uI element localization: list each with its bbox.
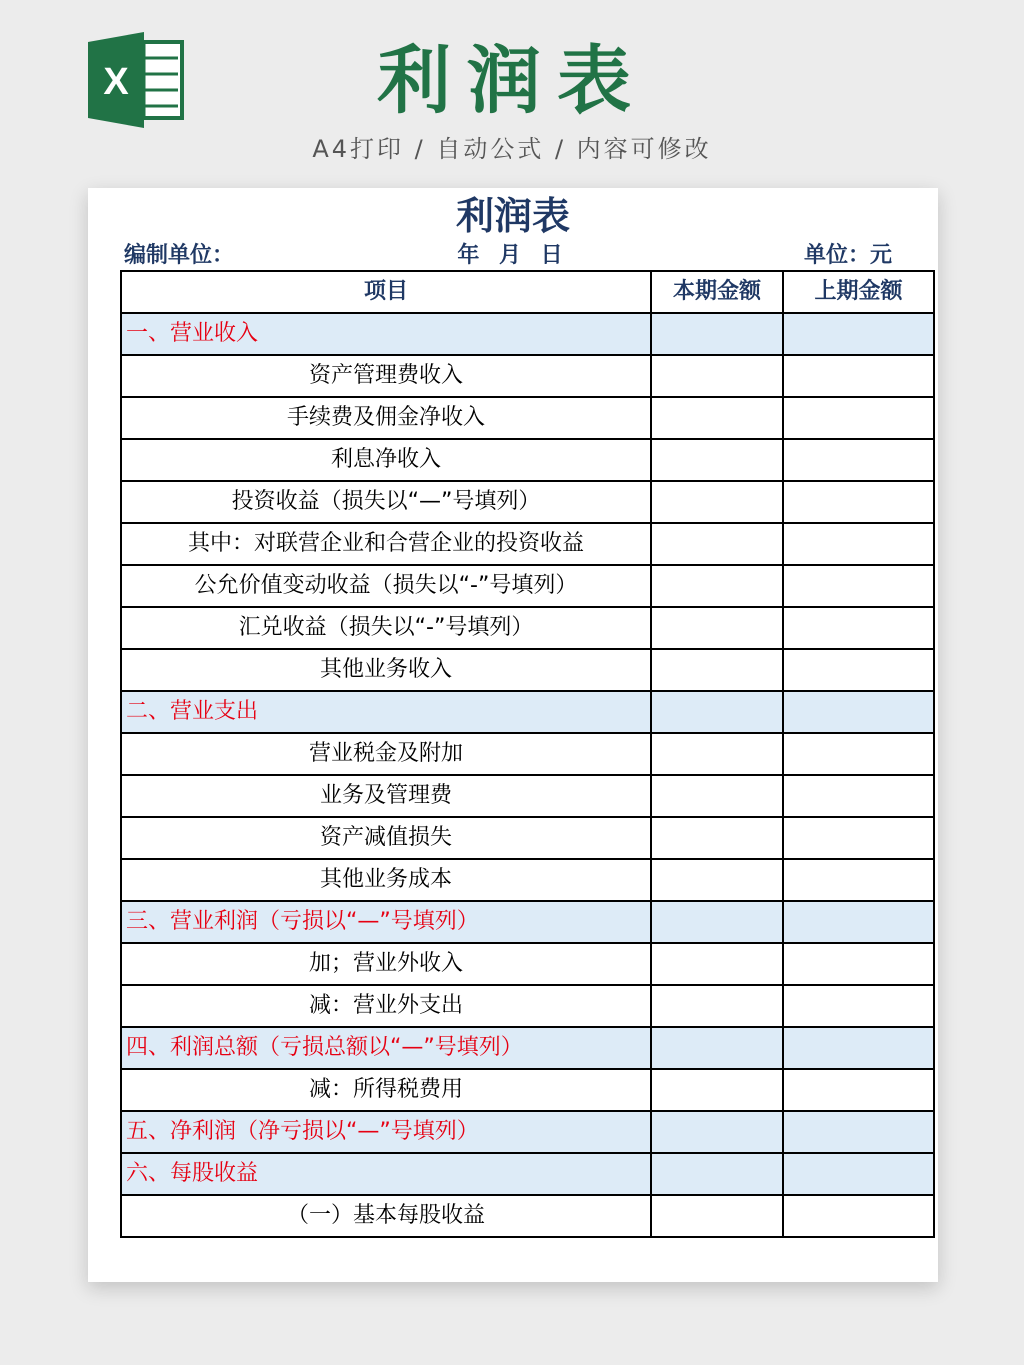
previous-amount-cell[interactable]	[783, 607, 934, 649]
table-row	[121, 649, 934, 691]
current-amount-cell[interactable]	[651, 523, 783, 565]
org-unit-label: 编制单位：	[124, 243, 235, 268]
section-row	[121, 901, 934, 943]
column-header-item: 项目	[121, 271, 651, 313]
table-header-row	[121, 271, 934, 313]
current-amount-cell[interactable]	[651, 985, 783, 1027]
item-label: 营业税金及附加	[121, 733, 651, 775]
previous-amount-cell[interactable]	[783, 481, 934, 523]
previous-amount-cell[interactable]	[783, 439, 934, 481]
section-label: 五、净利润（净亏损以“—”号填列）	[121, 1111, 651, 1153]
previous-amount-cell[interactable]	[783, 775, 934, 817]
previous-amount-cell[interactable]	[783, 1195, 934, 1237]
section-label: 三、营业利润（亏损以“—”号填列）	[121, 901, 651, 943]
current-amount-cell[interactable]	[651, 607, 783, 649]
column-header-current-amount: 本期金额	[651, 271, 783, 313]
previous-amount-cell[interactable]	[783, 649, 934, 691]
current-amount-cell[interactable]	[651, 1111, 783, 1153]
current-amount-cell[interactable]	[651, 1153, 783, 1195]
currency-unit-label: 单位：元	[803, 243, 892, 268]
page-subtitle: A4打印 / 自动公式 / 内容可修改	[312, 135, 712, 163]
item-label: 减：所得税费用	[121, 1069, 651, 1111]
current-amount-cell[interactable]	[651, 817, 783, 859]
table-row	[121, 607, 934, 649]
section-row	[121, 1153, 934, 1195]
previous-amount-cell[interactable]	[783, 691, 934, 733]
table-row	[121, 817, 934, 859]
previous-amount-cell[interactable]	[783, 817, 934, 859]
current-amount-cell[interactable]	[651, 397, 783, 439]
item-label: 业务及管理费	[121, 775, 651, 817]
previous-amount-cell[interactable]	[783, 733, 934, 775]
table-row	[121, 355, 934, 397]
previous-amount-cell[interactable]	[783, 1111, 934, 1153]
current-amount-cell[interactable]	[651, 859, 783, 901]
current-amount-cell[interactable]	[651, 901, 783, 943]
current-amount-cell[interactable]	[651, 313, 783, 355]
current-amount-cell[interactable]	[651, 943, 783, 985]
current-amount-cell[interactable]	[651, 733, 783, 775]
previous-amount-cell[interactable]	[783, 1153, 934, 1195]
current-amount-cell[interactable]	[651, 355, 783, 397]
previous-amount-cell[interactable]	[783, 397, 934, 439]
item-label: 手续费及佣金净收入	[121, 397, 651, 439]
table-row	[121, 439, 934, 481]
item-label: 加；营业外收入	[121, 943, 651, 985]
section-label: 一、营业收入	[121, 313, 651, 355]
table-row	[121, 481, 934, 523]
section-row	[121, 1111, 934, 1153]
table-row	[121, 1069, 934, 1111]
item-label: 其他业务收入	[121, 649, 651, 691]
section-label: 二、营业支出	[121, 691, 651, 733]
item-label: 减：营业外支出	[121, 985, 651, 1027]
previous-amount-cell[interactable]	[783, 985, 934, 1027]
table-row	[121, 565, 934, 607]
sheet-title: 利润表	[455, 194, 570, 238]
column-header-previous-amount: 上期金额	[783, 271, 934, 313]
previous-amount-cell[interactable]	[783, 313, 934, 355]
current-amount-cell[interactable]	[651, 775, 783, 817]
table-row	[121, 859, 934, 901]
date-label: 年 月 日	[457, 243, 569, 268]
excel-logo-letter: X	[103, 61, 129, 103]
table-row	[121, 1195, 934, 1237]
table-row	[121, 985, 934, 1027]
current-amount-cell[interactable]	[651, 1027, 783, 1069]
item-label: （一）基本每股收益	[121, 1195, 651, 1237]
section-row	[121, 313, 934, 355]
current-amount-cell[interactable]	[651, 691, 783, 733]
item-label: 其中：对联营企业和合营企业的投资收益	[121, 523, 651, 565]
previous-amount-cell[interactable]	[783, 943, 934, 985]
current-amount-cell[interactable]	[651, 481, 783, 523]
item-label: 资产减值损失	[121, 817, 651, 859]
income-statement-table	[120, 270, 935, 1238]
current-amount-cell[interactable]	[651, 439, 783, 481]
previous-amount-cell[interactable]	[783, 1027, 934, 1069]
previous-amount-cell[interactable]	[783, 565, 934, 607]
current-amount-cell[interactable]	[651, 1069, 783, 1111]
section-row	[121, 1027, 934, 1069]
table-row	[121, 397, 934, 439]
section-row	[121, 691, 934, 733]
spreadsheet-page	[88, 188, 938, 1282]
page-title: 利润表	[377, 38, 647, 124]
table-row	[121, 523, 934, 565]
item-label: 其他业务成本	[121, 859, 651, 901]
previous-amount-cell[interactable]	[783, 355, 934, 397]
current-amount-cell[interactable]	[651, 1195, 783, 1237]
previous-amount-cell[interactable]	[783, 901, 934, 943]
item-label: 资产管理费收入	[121, 355, 651, 397]
current-amount-cell[interactable]	[651, 649, 783, 691]
current-amount-cell[interactable]	[651, 565, 783, 607]
item-label: 汇兑收益（损失以“-”号填列）	[121, 607, 651, 649]
section-label: 六、每股收益	[121, 1153, 651, 1195]
section-label: 四、利润总额（亏损总额以“—”号填列）	[121, 1027, 651, 1069]
table-row	[121, 943, 934, 985]
previous-amount-cell[interactable]	[783, 1069, 934, 1111]
previous-amount-cell[interactable]	[783, 859, 934, 901]
previous-amount-cell[interactable]	[783, 523, 934, 565]
table-row	[121, 775, 934, 817]
item-label: 公允价值变动收益（损失以“-”号填列）	[121, 565, 651, 607]
table-row	[121, 733, 934, 775]
item-label: 利息净收入	[121, 439, 651, 481]
item-label: 投资收益（损失以“—”号填列）	[121, 481, 651, 523]
